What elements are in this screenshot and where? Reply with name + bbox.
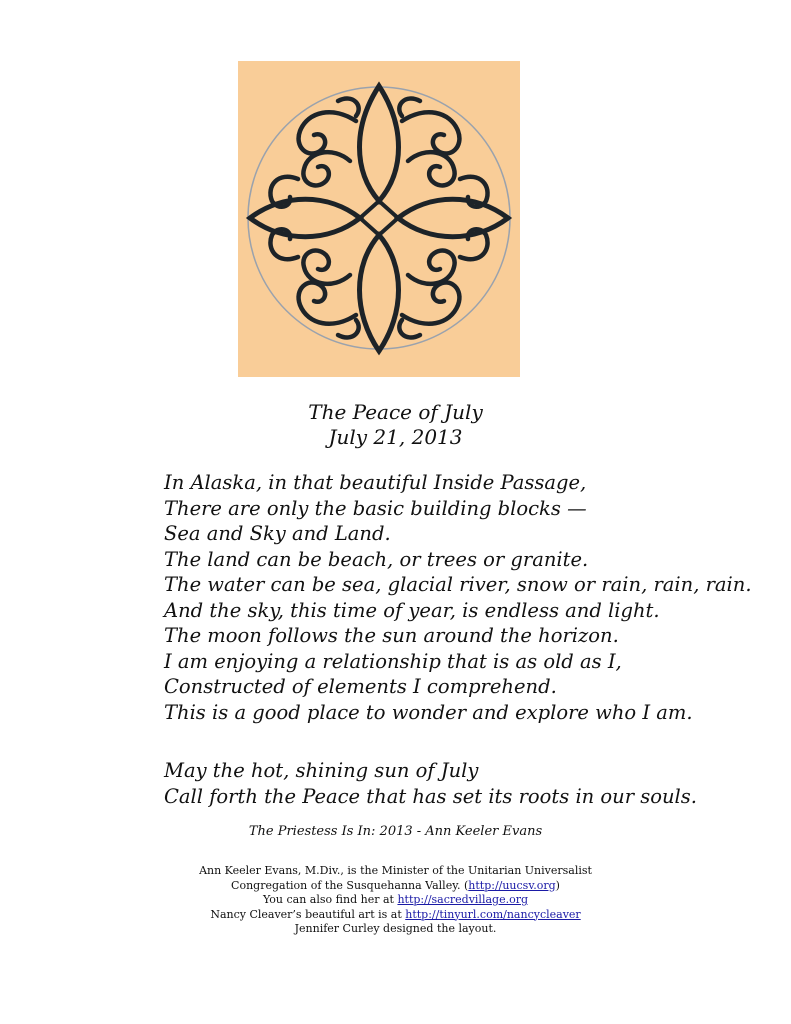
nancycleaver-link[interactable]: http://tinyurl.com/nancycleaver (405, 907, 581, 921)
credits-line-sacredvillage (0, 893, 791, 908)
blessing-line: May the hot, shining sun of July (164, 759, 479, 782)
poem-line: And the sky, this time of year, is endless and light. (164, 598, 660, 622)
credits-text: You can also find her at (263, 893, 398, 906)
poem-line: I am enjoying a relationship that is as old as I, (164, 649, 622, 673)
poem-line: This is a good place to wonder and explore who I am. (164, 700, 693, 724)
credits-text: Congregation of the Susquehanna Valley. ( (231, 878, 469, 892)
credits-line-layout: Jennifer Curley designed the layout. (294, 922, 497, 935)
credits-line-art (0, 908, 791, 923)
signature: The Priestess Is In: 2013 - Ann Keeler Evans (248, 824, 543, 839)
poem-line: The land can be beach, or trees or granite. (164, 547, 589, 571)
poem-line: Sea and Sky and Land. (164, 522, 391, 545)
credits (0, 864, 791, 937)
poem-line: The moon follows the sun around the horizon. (164, 624, 619, 647)
poem-line: The water can be sea, glacial river, snow or rain, rain, rain. (164, 573, 752, 596)
poem-body (164, 470, 764, 725)
poem-line: There are only the basic building blocks — (164, 496, 587, 520)
blessing-line: Call forth the Peace that has set its roots in our souls. (164, 784, 698, 808)
mandala-artwork (238, 61, 520, 377)
credits-line-congregation (0, 879, 791, 894)
poem-date: July 21, 2013 (328, 425, 463, 449)
poem-line: Constructed of elements I comprehend. (164, 675, 557, 698)
art-background (238, 61, 520, 377)
credits-line-author: Ann Keeler Evans, M.Div., is the Minister of the Unitarian Universalist (199, 864, 592, 877)
credits-text: ) (555, 878, 560, 892)
poem-title: The Peace of July (308, 400, 483, 424)
poem-blessing (164, 758, 764, 809)
credits-text: Nancy Cleaver’s beautiful art is at (210, 907, 406, 921)
poem-line: In Alaska, in that beautiful Inside Passage, (164, 471, 587, 494)
mandala-svg (238, 61, 520, 377)
uucsv-link[interactable]: http://uucsv.org (468, 878, 556, 892)
sacredvillage-link[interactable]: http://sacredvillage.org (397, 893, 528, 906)
